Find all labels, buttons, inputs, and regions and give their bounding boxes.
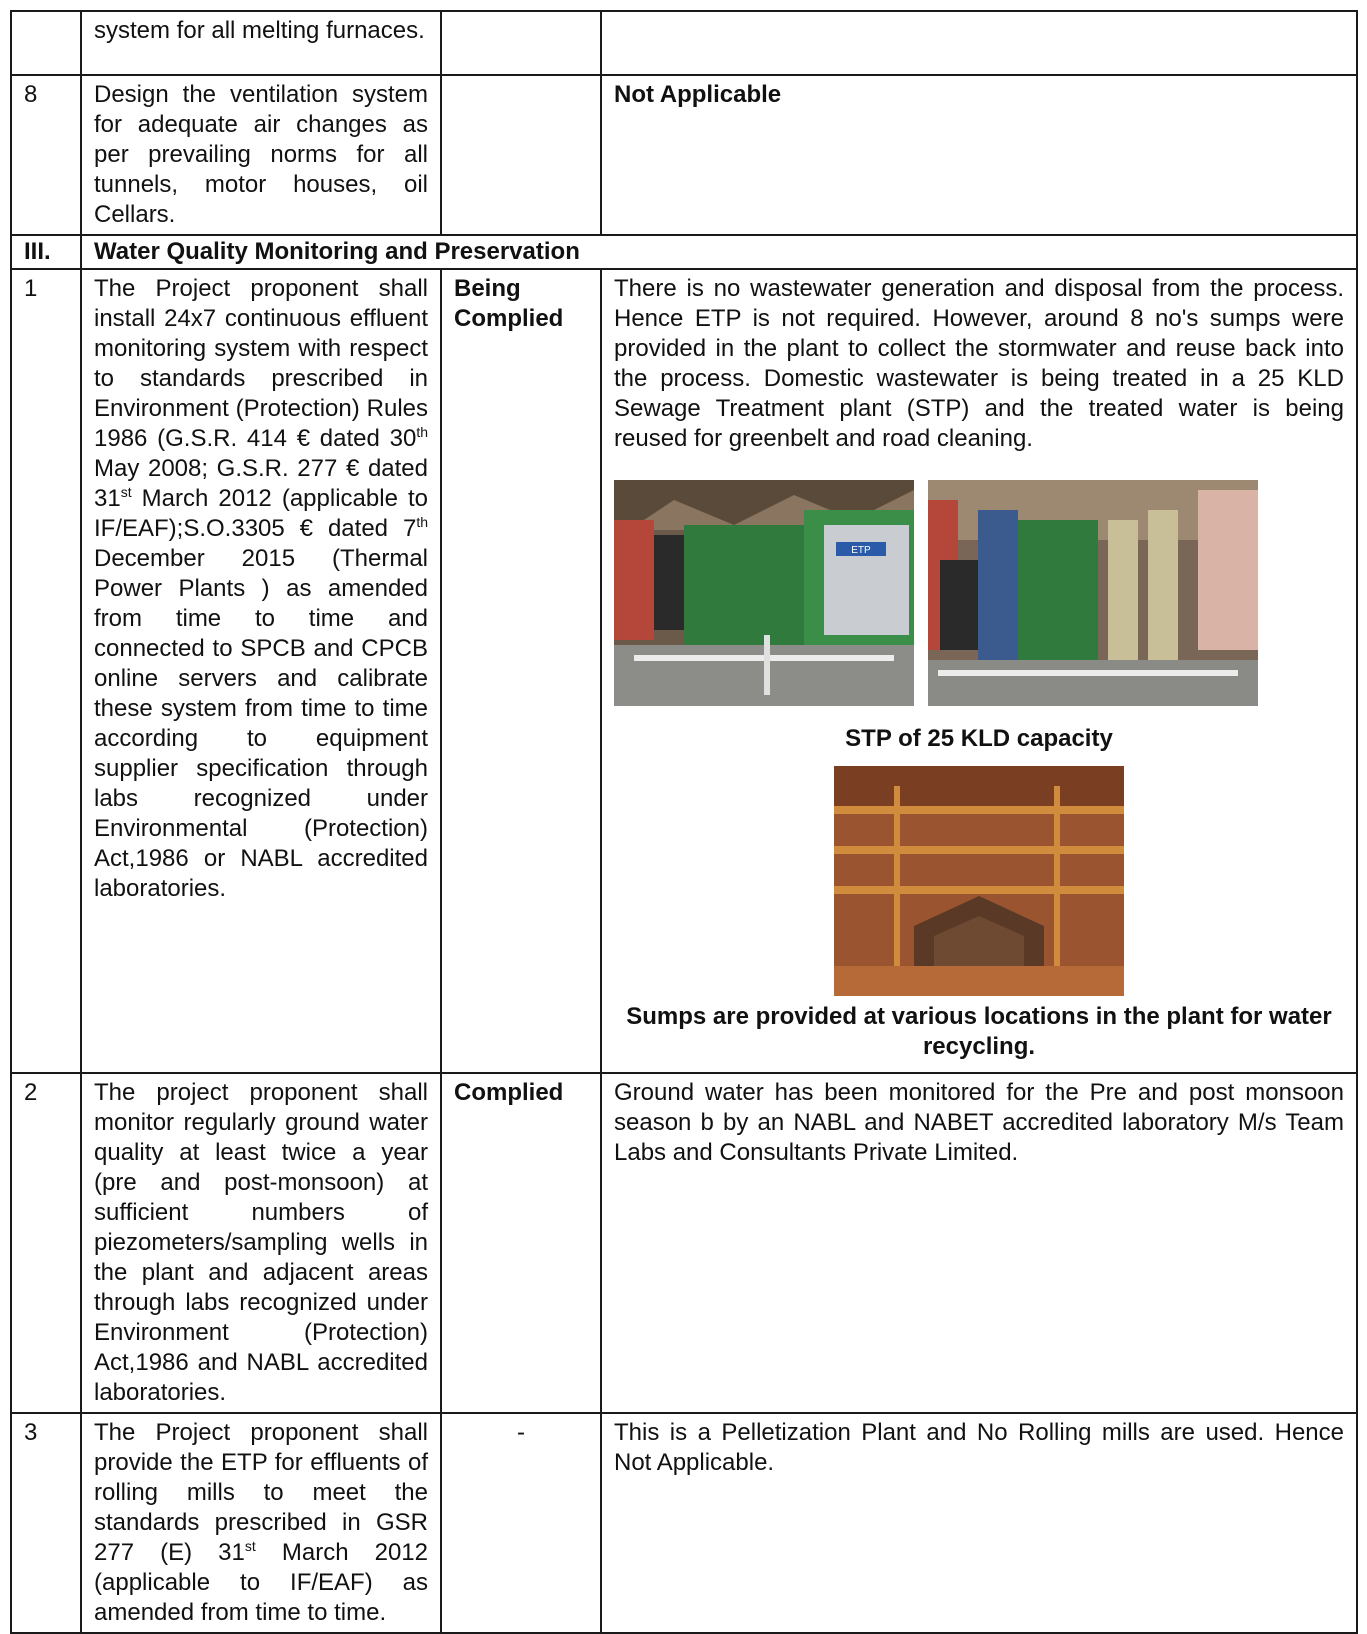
requirement-cell: system for all melting furnaces. <box>81 11 441 75</box>
superscript: st <box>244 1538 256 1554</box>
section-title: Water Quality Monitoring and Preservation <box>81 235 1357 269</box>
panel-label: ETP <box>851 545 871 556</box>
requirement-text: December 2015 (Thermal Power Plants ) as amended from time to time and connected to SPCB and CPCB online servers and calibrate these system from time to time according to equipment supplier specification through labs recognized under Environmental (Protection) Act,1986 or NABL accredited laboratories. <box>94 545 428 902</box>
compliance-cell <box>601 11 1357 75</box>
status-cell <box>441 75 601 235</box>
requirement-cell <box>81 1413 441 1633</box>
requirement-text: March 2012 (applicable to IF/EAF) as amended from time to time. <box>94 1539 428 1626</box>
row-number <box>11 11 81 75</box>
requirement-text: May 2008; G.S.R. 277 € dated 31 <box>94 455 428 512</box>
row-number: 2 <box>11 1073 81 1413</box>
status-cell: - <box>441 1413 601 1633</box>
compliance-table <box>10 10 1358 1634</box>
status-cell <box>441 11 601 75</box>
compliance-cell: This is a Pelletization Plant and No Rolling mills are used. Hence Not Applicable. <box>601 1413 1357 1633</box>
compliance-cell: Ground water has been monitored for the Pre and post monsoon season b by an NABL and NABET accredited laboratory M/s Team Labs and Consultants Private Limited. <box>601 1073 1357 1413</box>
requirement-cell <box>81 269 441 1073</box>
status-cell: Being Complied <box>441 269 601 1073</box>
section-header-row <box>11 235 1357 269</box>
section-number: III. <box>11 235 81 269</box>
sumps-caption: Sumps are provided at various locations in the plant for water recycling. <box>626 1003 1332 1060</box>
superscript: th <box>416 424 428 440</box>
requirement-text: The Project proponent shall install 24x7 continuous effluent monitoring system with respect to standards prescribed in Environment (Protection) Rules 1986 (G.S.R. 414 € dated 30 <box>94 275 428 452</box>
compliance-cell <box>601 269 1357 1073</box>
requirement-cell: The project proponent shall monitor regularly ground water quality at least twice a year (pre and post-monsoon) at sufficient numbers of piezometers/sampling wells in the plant and adjacent areas through labs recognized under Environment (Protection) Act,1986 and NABL accredited laboratories. <box>81 1073 441 1413</box>
stp-photo-right <box>928 480 1258 706</box>
table-row <box>11 269 1357 1073</box>
superscript: th <box>416 514 428 530</box>
sump-photo <box>834 766 1124 996</box>
compliance-text: There is no wastewater generation and disposal from the process. Hence ETP is not required. However, around 8 no's sumps were provided in the plant to collect the stormwater and reuse back into the process. Domestic wastewater is being treated in a 25 KLD Sewage Treatment plant (STP) and the treated water is being reused for greenbelt and road cleaning. <box>614 275 1344 452</box>
stp-photo-left <box>614 480 914 706</box>
row-number: 8 <box>11 75 81 235</box>
compliance-cell: Not Applicable <box>601 75 1357 235</box>
table-row <box>11 11 1357 75</box>
row-number: 3 <box>11 1413 81 1633</box>
table-row <box>11 1073 1357 1413</box>
status-cell: Complied <box>441 1073 601 1413</box>
superscript: st <box>120 484 132 500</box>
table-row <box>11 1413 1357 1633</box>
stp-photos <box>614 480 1344 706</box>
requirement-text: The Project proponent shall provide the ETP for effluents of rolling mills to meet the standards prescribed in GSR 277 (E) 31 <box>94 1419 428 1566</box>
row-number: 1 <box>11 269 81 1073</box>
sump-photo-wrap <box>614 766 1344 996</box>
table-row <box>11 75 1357 235</box>
stp-caption: STP of 25 KLD capacity <box>845 725 1113 752</box>
requirement-cell: Design the ventilation system for adequate air changes as per prevailing norms for all tunnels, motor houses, oil Cellars. <box>81 75 441 235</box>
requirement-text: March 2012 (applicable to IF/EAF);S.O.3305 € dated 7 <box>94 485 428 542</box>
